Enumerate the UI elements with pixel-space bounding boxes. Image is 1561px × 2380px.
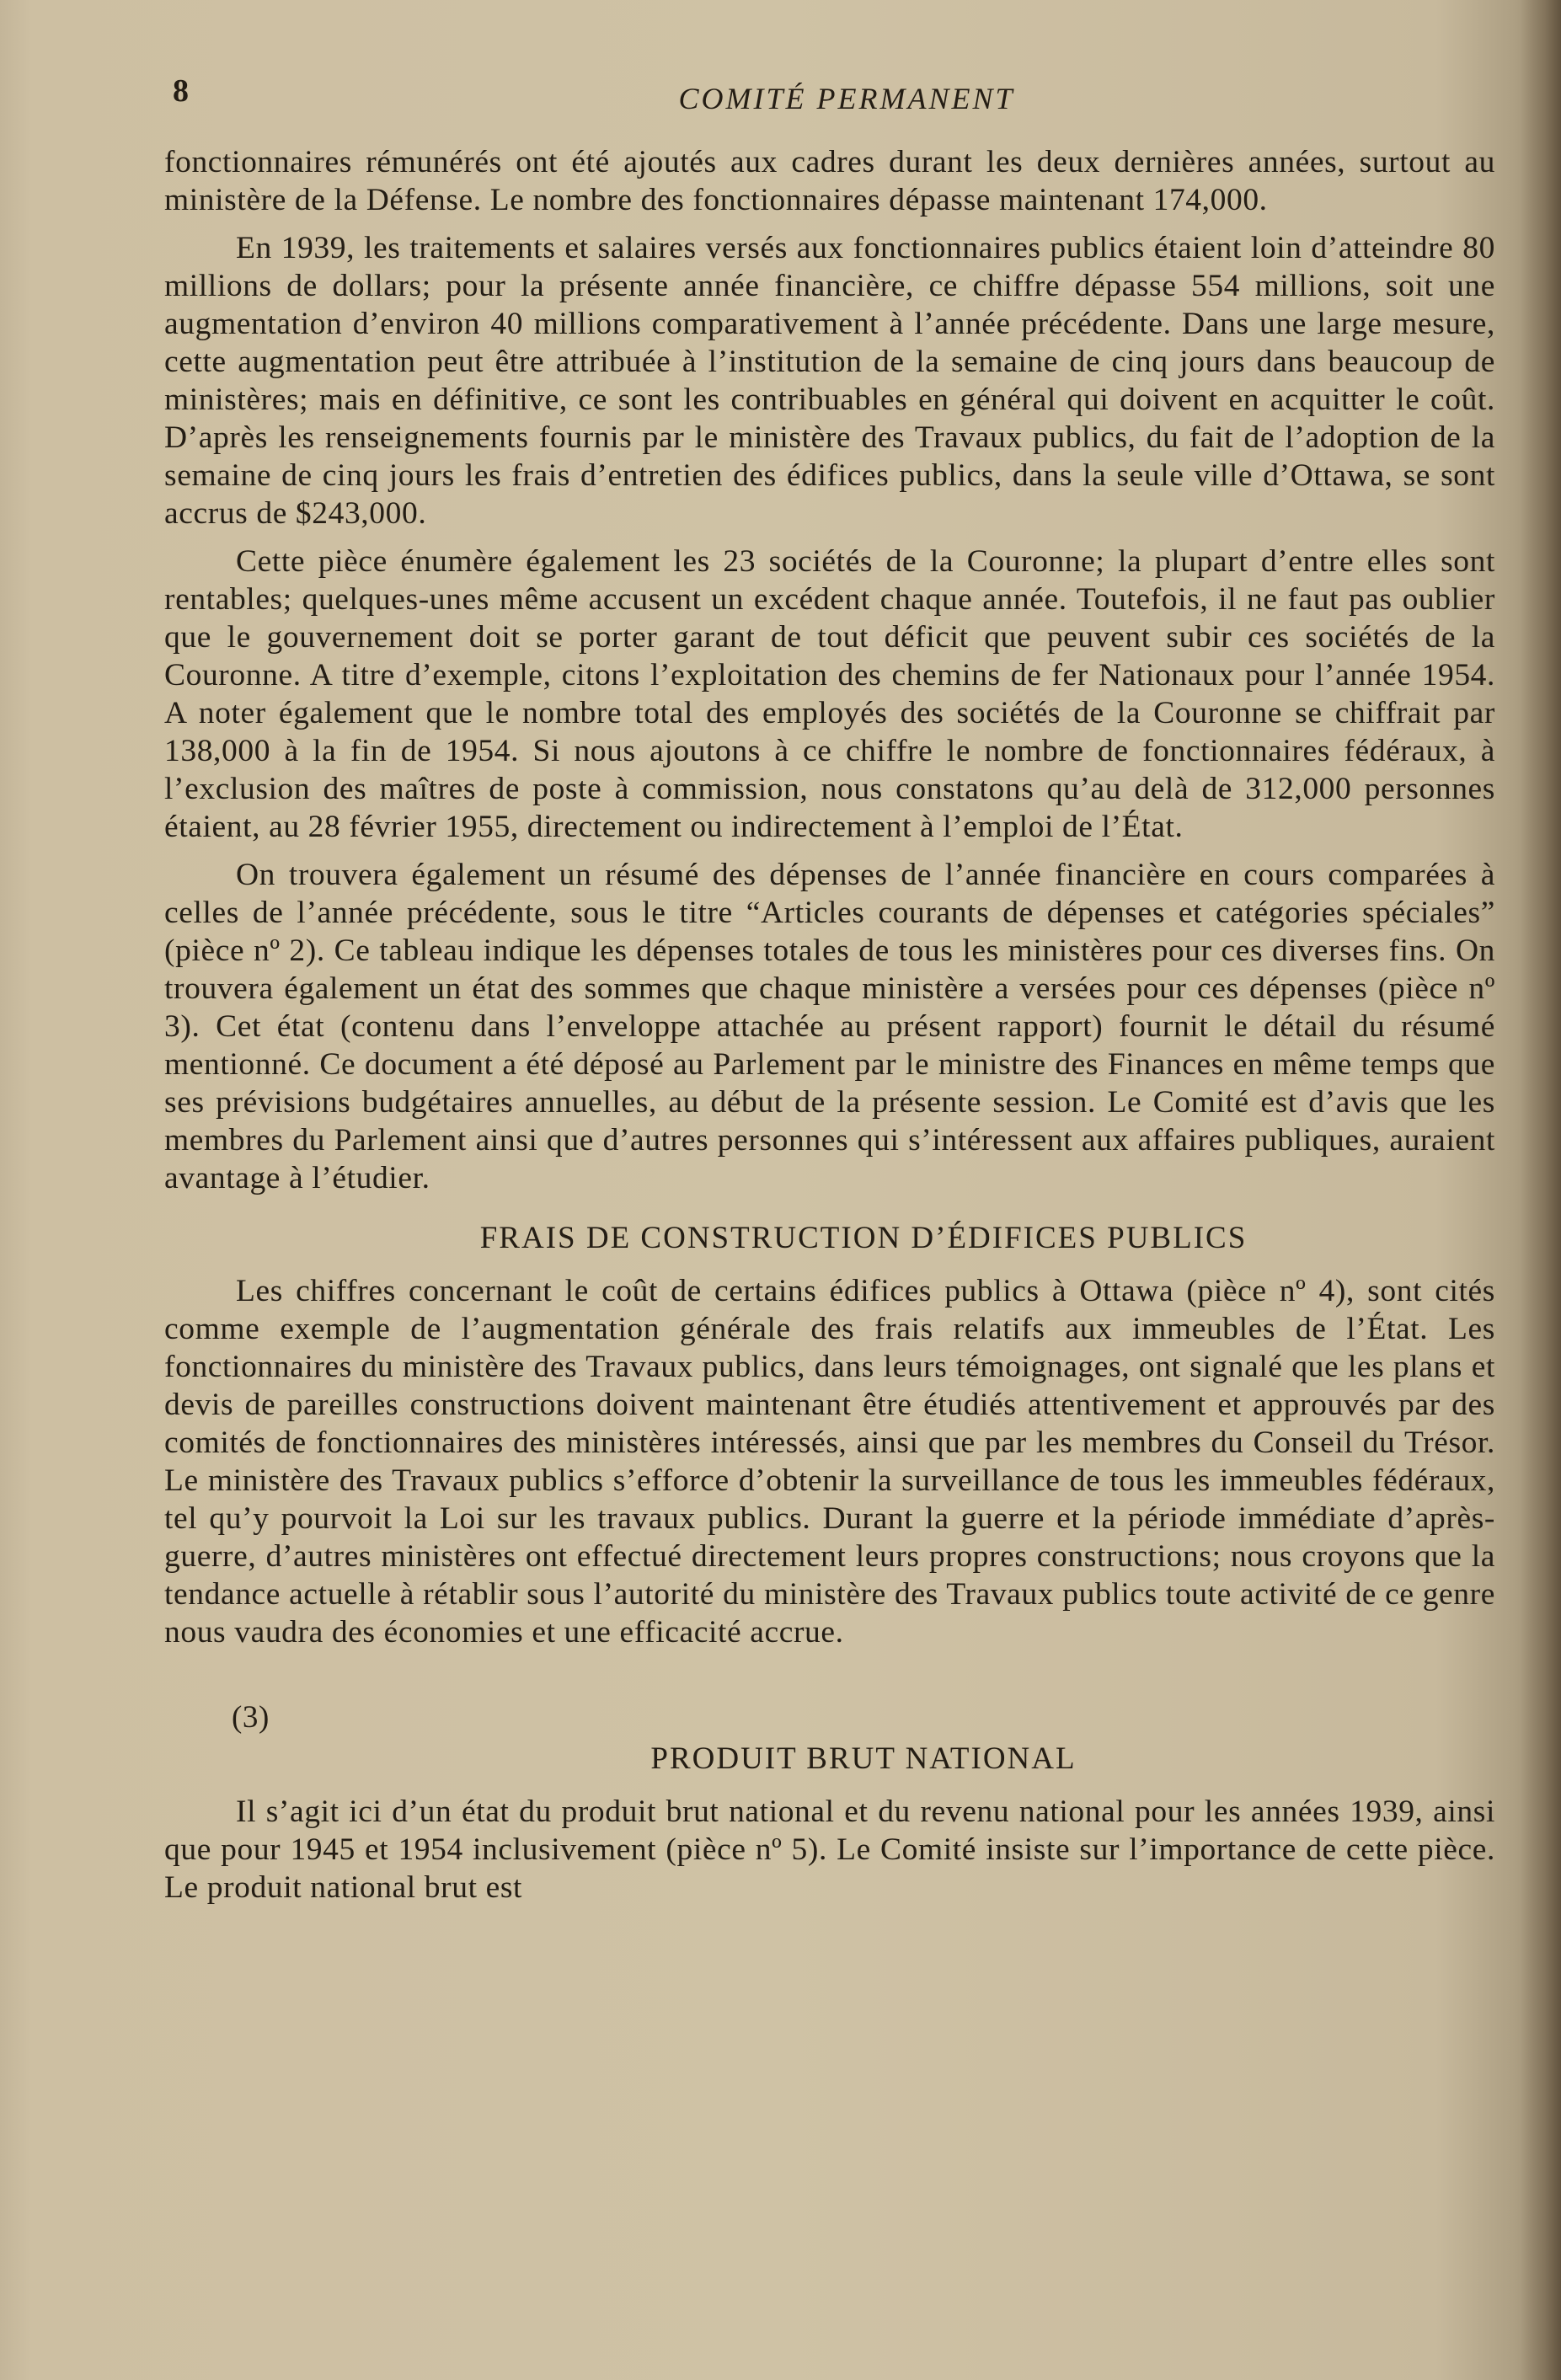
page-edge-shadow <box>1521 0 1561 2380</box>
page-number: 8 <box>173 73 190 109</box>
paragraph: En 1939, les traitements et salaires versés aux fonctionnaires publics étaient loin d’atteindre 80 millions de dollars; pour la présente année financière, ce chiffre dépasse 554 millions, soit une augmentation d’environ 40 millions comparativement à l’année précédente. Dans une large mesure, cette augmentation peut être attribuée à l’institution de la semaine de cinq jours dans beaucoup de ministères; mais en définitive, ce sont les contribuables en général qui doivent en acquitter le coût. D’après les renseignements fournis par le ministère des Travaux publics, du fait de l’adoption de la semaine de cinq jours les frais d’entretien des édifices publics, dans la seule ville d’Ottawa, se sont accrus de $243,000. <box>164 231 1495 531</box>
paragraph: Les chiffres concernant le coût de certains édifices publics à Ottawa (pièce nº 4), sont cités comme exemple de l’augmentation générale des frais relatifs aux immeubles de l’État. Les fonctionnaires du ministère des Travaux publics, dans leurs témoignages, ont signalé que les plans et devis de pareilles constructions doivent maintenant être étudiés attentivement et approuvés par des comités de fonctionnaires des ministères intéressés, ainsi que par les membres du Conseil du Trésor. Le ministère des Travaux publics s’efforce d’obtenir la surveillance de tous les immeubles fédéraux, tel qu’y pourvoit la Loi sur les travaux publics. Durant la guerre et la période immédiate d’après-guerre, d’autres ministères ont effectué directement leurs propres constructions; nous croyons que la tendance actuelle à rétablir sous l’autorité du ministère des Travaux publics toute activité de ce genre nous vaudra des économies et une efficacité accrue. <box>164 1274 1495 1650</box>
paragraph: On trouvera également un résumé des dépenses de l’année financière en cours comparées à celles de l’année précédente, sous le titre “Articles courants de dépenses et catégories spéciales” (pièce nº 2). Ce tableau indique les dépenses totales de tous les ministères pour ces diverses fins. On trouvera également un état des sommes que chaque ministère a versées pour ces dépenses (pièce nº 3). Cet état (contenu dans l’enveloppe attachée au présent rapport) fournit le détail du résumé mentionné. Ce document a été déposé au Parlement par le ministre des Finances en même temps que ses prévisions budgétaires annuelles, au début de la présente session. Le Comité est d’avis que les membres du Parlement ainsi que d’autres personnes qui s’intéressent aux affaires publiques, auraient avantage à l’étudier. <box>164 858 1495 1195</box>
section-marker: (3) <box>232 1700 270 1735</box>
section-heading-frais-construction: FRAIS DE CONSTRUCTION D’ÉDIFICES PUBLICS <box>479 1221 1248 1255</box>
paragraph: Cette pièce énumère également les 23 sociétés de la Couronne; la plupart d’entre elles sont rentables; quelques-unes même accusent un excédent chaque année. Toutefois, il ne faut pas oublier que le gouvernement doit se porter garant de tout déficit que peuvent subir ces sociétés de la Couronne. A titre d’exemple, citons l’exploitation des chemins de fer Nationaux pour l’année 1954. A noter également que le nombre total des employés des sociétés de la Couronne se chiffrait par 138,000 à la fin de 1954. Si nous ajoutons à ce chiffre le nombre de fonctionnaires fédéraux, à l’exclusion des maîtres de poste à commission, nous constatons qu’au delà de 312,000 personnes étaient, au 28 février 1955, directement ou indirectement à l’emploi de l’État. <box>164 544 1495 844</box>
page-header <box>173 69 1453 120</box>
page-body <box>164 143 1495 1917</box>
section-heading-produit-brut: PRODUIT BRUT NATIONAL <box>650 1741 1077 1776</box>
running-title: COMITÉ PERMANENT <box>678 82 1015 115</box>
paragraph: fonctionnaires rémunérés ont été ajoutés aux cadres durant les deux dernières années, surtout au ministère de la Défense. Le nombre des fonctionnaires dépasse maintenant 174,000. <box>164 145 1495 217</box>
paragraph: Il s’agit ici d’un état du produit brut national et du revenu national pour les années 1939, ainsi que pour 1945 et 1954 inclusivement (pièce nº 5). Le Comité insiste sur l’importance de cette pièce. Le produit national brut est <box>164 1794 1495 1905</box>
